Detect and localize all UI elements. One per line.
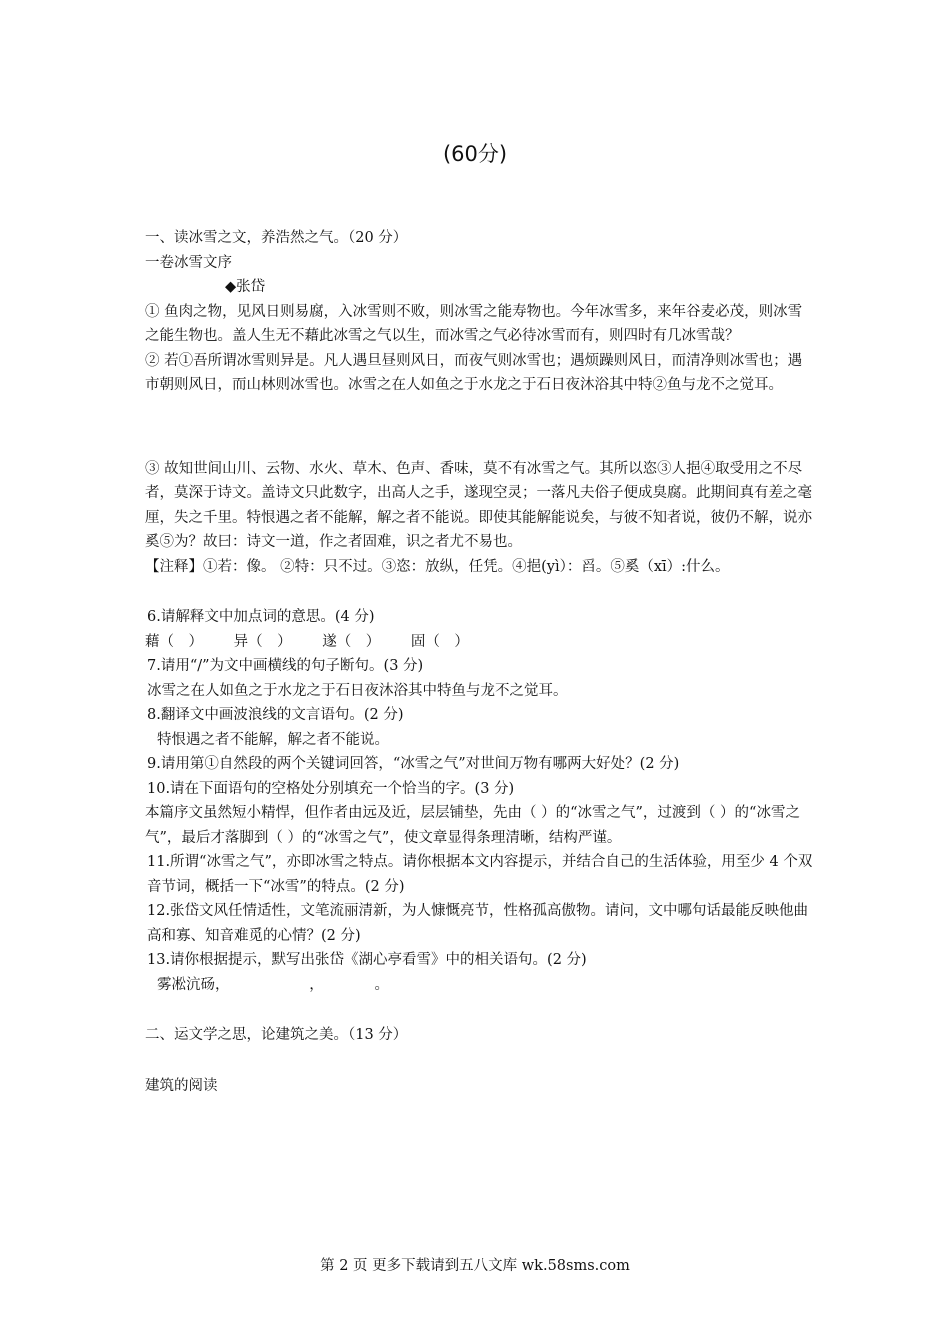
spacer [145,1048,813,1074]
page-title: (60分) [442,142,508,166]
spacer [145,435,813,457]
question-6-words [145,630,813,655]
section1-heading: 一、读冰雪之文，养浩然之气。（20 分） [145,230,408,246]
paragraph-1: ① 鱼肉之物，见风日则易腐，入冰雪则不败，则冰雪之能寿物也。今年冰雪多，来年谷麦必茂，则冰雪之能生物也。盖人生无不藉此冰雪之气以生，而冰雪之气必待冰雪而有，则四时有几冰雪哉？ [145,303,803,344]
question-8: 8.翻译文中画波浪线的文言语句。(2 分) [147,707,404,723]
article-title: 一卷冰雪文序 [145,254,232,271]
question-13: 13.请你根据提示，默写出张岱《湖心亭看雪》中的相关语句。(2 分) [147,952,587,968]
question-10-text: 本篇序文虽然短小精悍，但作者由远及近，层层铺垫，先由（ ）的“冰雪之气”，过渡到（ ）的“冰雪之气”，最后才落脚到（ ）的“冰雪之气”，使文章显得条理清晰，结构严谨。 [145,805,800,846]
spacer [145,997,813,1023]
question-12: 12.张岱文风任情适性，文笔流丽清新，为人慷慨亮节，性格孤高傲物。请问，文中哪句话最能反映他曲高和寡、知音难觅的心情？(2 分) [147,903,809,944]
word-blank: 遂（ ） [322,633,381,650]
question-11: 11.所谓“冰雪之气”，亦即冰雪之特点。请你根据本文内容提示，并结合自己的生活体验，用至少 4 个双音节词，概括一下“冰雪”的特点。(2 分) [147,854,813,895]
section2-heading: 二、运文学之思，论建筑之美。（13 分） [145,1027,408,1043]
question-7-text: 冰雪之在人如鱼之于水龙之于石日夜沐浴其中特鱼与龙不之觉耳。 [147,682,568,699]
question-7: 7.请用“/”为文中画横线的句子断句。(3 分) [147,658,424,674]
document-body [145,226,813,1098]
article-author: ◆张岱 [225,279,266,295]
word-blank: 藉（ ） [145,633,203,650]
page-footer: 第 2 页 更多下载请到五八文库 wk.58sms.com [320,1258,630,1274]
question-13-text: 雾凇沆砀， ， 。 [157,976,389,993]
word-blank: 异（ ） [233,633,292,650]
paragraph-2: ② 若①吾所谓冰雪则异是。凡人遇旦昼则风日，而夜气则冰雪也；遇烦躁则风日，而清净则冰雪也；遇市朝则风日，而山林则冰雪也。冰雪之在人如鱼之于水龙之于石日夜沐浴其中特②鱼与龙不之觉耳。 [145,352,803,393]
paragraph-3: ③ 故知世间山川、云物、水火、草木、色声、香味，莫不有冰雪之气。其所以恣③人挹④取受用之不尽者，莫深于诗文。盖诗文只此数字，出高人之手，遂现空灵；一落凡夫俗子便成臭腐。此期间真有差之毫厘，失之千里。特恨遇之者不能解，解之者不能说。即使其能解能说矣，与彼不知者说，彼仍不解，说亦奚⑤为？故曰：诗文一道，作之者固难，识之者尤不易也。 [145,460,812,550]
question-9: 9.请用第①自然段的两个关键词回答，“冰雪之气”对世间万物有哪两大好处？(2 分) [147,756,680,772]
spacer [145,398,813,435]
question-8-text: 特恨遇之者不能解，解之者不能说。 [157,731,389,748]
section2-subtitle: 建筑的阅读 [145,1077,218,1094]
word-blank: 固（ ） [410,633,469,650]
question-10: 10.请在下面语句的空格处分别填充一个恰当的字。(3 分) [147,780,515,797]
annotations: 【注释】①若：像。 ②特：只不过。③恣：放纵，任凭。④挹(yì）：舀。⑤奚（xī）:什么。 [145,558,730,575]
spacer [145,579,813,605]
question-6: 6.请解释文中加点词的意思。(4 分) [147,609,375,625]
